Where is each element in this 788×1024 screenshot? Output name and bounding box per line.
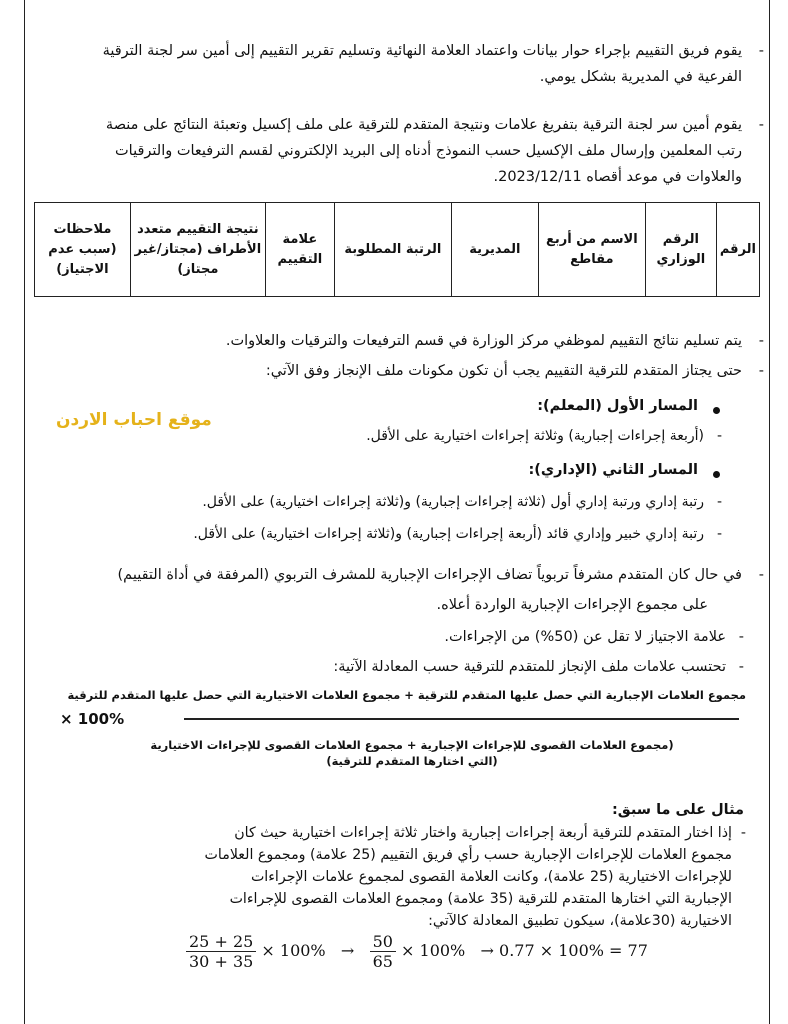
fraction-numerator: 25 + 25	[186, 932, 256, 952]
example-paragraph	[72, 822, 746, 932]
bullet-dash: -	[716, 428, 722, 444]
track2-item	[84, 494, 722, 510]
bullet-dash: -	[758, 43, 764, 59]
bullet-text: حتى يجتاز المتقدم للترقية التقييم يجب أن تكون مكونات ملف الإنجاز وفق الآتي:	[265, 363, 742, 379]
table-header-cell: الرتبة المطلوبة	[334, 203, 451, 297]
track2-title: المسار الثاني (الإداري):	[528, 462, 698, 478]
table-header-cell: علامة التقييم	[265, 203, 334, 297]
track1-title: المسار الأول (المعلم):	[537, 398, 698, 414]
example-line: إذا اختار المتقدم للترقية أربعة إجراءات إجبارية واختار ثلاثة إجراءات اختيارية حيث كان	[234, 825, 732, 841]
bullet-dash: -	[758, 333, 764, 349]
bullet-dot	[713, 471, 720, 478]
bullet-dash: -	[738, 629, 744, 645]
supervisor-continuation: على مجموع الإجراءات الإجبارية الواردة أعلاه.	[436, 597, 708, 613]
bullet-text: يتم تسليم نتائج التقييم لموظفي مركز الوزارة في قسم الترفيعات والترقيات والعلاوات.	[225, 333, 742, 349]
bullet-evaluation-team	[82, 38, 764, 90]
track1-item	[84, 428, 722, 444]
bullet-delivery	[82, 328, 764, 354]
track2-item-text: رتبة إداري خبير وإداري قائد (أربعة إجراءات إجبارية) و(ثلاثة إجراءات اختيارية) على الأقل.	[193, 526, 704, 542]
bullet-text: علامة الاجتياز لا تقل عن (50%) من الإجراءات.	[444, 629, 726, 645]
times-percent: × 100%	[401, 941, 466, 960]
table-header-cell: نتيجة التقييم متعدد الأطراف (مجتاز/غير مجتاز)	[130, 203, 265, 297]
watermark-text: موقع احباب الاردن	[56, 410, 212, 430]
bullet-text: تحتسب علامات ملف الإنجاز للمتقدم للترقية حسب المعادلة الآتية:	[333, 659, 726, 675]
bullet-dash: -	[758, 363, 764, 379]
bullet-pass-mark	[86, 624, 744, 650]
track2-heading	[298, 462, 698, 478]
example-line: للإجراءات الاختيارية (25 علامة)، وكانت العلامة القصوى لمجموع علامات الإجراءات	[250, 869, 732, 885]
bullet-supervisor	[82, 562, 764, 588]
fraction-denominator: 30 + 35	[189, 952, 254, 971]
bullet-dash: -	[758, 567, 764, 583]
track2-item-text: رتبة إداري ورتبة إداري أول (ثلاثة إجراءات إجبارية) و(ثلاثة إجراءات اختيارية) على الأقل.	[202, 494, 704, 510]
track2-item	[84, 526, 722, 542]
example-line: مجموع العلامات للإجراءات الإجبارية حسب رأي فريق التقييم (25 علامة) ومجموع العلامات	[204, 847, 732, 863]
bullet-text: في حال كان المتقدم مشرفاً تربوياً تضاف الإجراءات الإجبارية للمشرف التربوي (المرفقة في أداة التقييم)	[117, 567, 742, 583]
arrow-icon: →	[480, 941, 494, 960]
arrow-icon: →	[340, 941, 355, 960]
formula-denominator: (مجموع العلامات القصوى للإجراءات الإجبارية + مجموع العلامات القصوى للإجراءات الاختيارية	[150, 738, 674, 752]
table-header-cell: المديرية	[451, 203, 538, 297]
formula-numerator: مجموع العلامات الإجبارية التي حصل عليها المتقدم للترقية + مجموع العلامات الاختيارية التي حصل عليها المتقدم للترقية	[67, 688, 746, 702]
bullet-dash: -	[758, 117, 764, 133]
track1-heading	[298, 398, 698, 414]
fraction-1	[186, 932, 256, 971]
calculation-result: 0.77 × 100% = 77	[499, 941, 648, 960]
bullet-dot	[713, 407, 720, 414]
fraction-2	[370, 932, 396, 971]
bullet-dash: -	[716, 526, 722, 542]
results-template-table	[34, 202, 760, 297]
times-percent: × 100%	[261, 941, 326, 960]
table-header-cell: الرقم	[716, 203, 759, 297]
table-header-row	[35, 203, 760, 297]
table-header-cell: الاسم من أربع مقاطع	[538, 203, 645, 297]
example-line: الإجبارية التي اختارها المتقدم للترقية (35 علامة) ومجموع العلامات القصوى للإجراءات	[229, 891, 732, 907]
formula-denominator-note: (التي اختارها المتقدم للترقية)	[326, 754, 498, 768]
example-title: مثال على ما سبق:	[611, 802, 744, 818]
fraction-denominator: 65	[372, 952, 393, 971]
bullet-committee-secretary	[82, 112, 764, 190]
fraction-numerator: 50	[370, 932, 396, 952]
table-header-cell: ملاحظات (سبب عدم الاجتياز)	[35, 203, 131, 297]
bullet-equation-intro	[86, 654, 744, 680]
bullet-dash: -	[738, 659, 744, 675]
bullet-text: يقوم أمين سر لجنة الترقية بتفريغ علامات ونتيجة المتقدم للترقية على ملف إكسيل وتعبئة النتائج على منصة رتب المعلمين وإرسال ملف الإكسيل حسب النموذج أدناه إلى البريد الإلكتروني لقسم الترفيعات والترقيات والعلاوات في موعد أقصاه 2023/12/11.	[105, 117, 742, 185]
example-calculation	[186, 932, 648, 971]
table-header-cell: الرقم الوزاري	[645, 203, 716, 297]
example-line: الاختيارية (30علامة)، سيكون تطبيق المعادلة كالآتي:	[428, 913, 732, 929]
bullet-dash: -	[716, 494, 722, 510]
formula-fraction-line	[184, 718, 739, 720]
formula-multiplier: × 100%	[60, 710, 125, 728]
bullet-components	[82, 358, 764, 384]
bullet-text: يقوم فريق التقييم بإجراء حوار بيانات واعتماد العلامة النهائية وتسليم تقرير التقييم إلى أمين سر لجنة الترقية الفرعية في المديرية بشكل يومي.	[102, 43, 742, 85]
track1-item-text: (أربعة إجراءات إجبارية) وثلاثة إجراءات اختيارية على الأقل.	[366, 428, 704, 444]
bullet-dash: -	[740, 825, 746, 841]
